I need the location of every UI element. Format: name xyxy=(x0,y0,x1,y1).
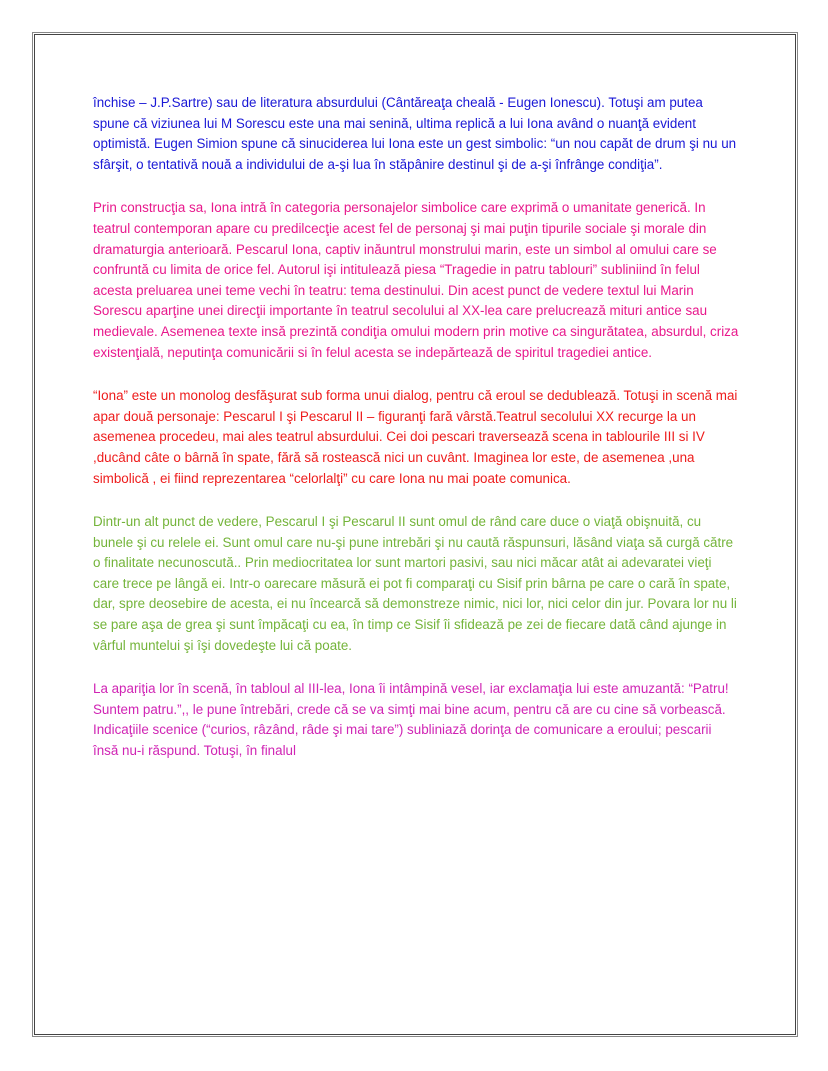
paragraph-monologue: “Iona” este un monolog desfăşurat sub forma unui dialog, pentru că eroul se dedublează. Totuşi in scenă mai apar două personaje: Pescarul I şi Pescarul II – figuranţi fară vârstă.Teatrul secolului XX recurge la un asemenea procedeu, mai ales teatrul absurdului. Cei doi pescari traversează scena in tablourile III si IV ,ducând câte o bârnă în spate, fără să rostească nici un cuvânt. Imaginea lor este, de asemenea ,una simbolică , ei fiind reprezentarea “celorlalţi” cu care Iona nu mai poate comunica. xyxy=(93,388,738,486)
document-body xyxy=(93,93,739,785)
paragraph-symbolic-character: Prin construcţia sa, Iona intră în categoria personajelor simbolice care exprimă o umanitate generică. In teatrul contemporan apare cu predilcecţie acest fel de personaj şi mai puţin tipurile sociale şi morale din dramaturgia anterioară. Pescarul Iona, captiv inăuntrul monstrului marin, este un simbol al omului care se confruntă cu limita de orice fel. Autorul işi intitulează piesa “Tragedie in patru tablouri” subliniind în felul acesta preluarea unei teme vechi în teatru: tema destinului. Din acest punct de vedere textul lui Marin Sorescu aparţine unei direcţii importante în teatrul secolului al XX-lea care prelucrează mituri antice sau medievale. Asemenea texte insă prezintă condiţia omului modern prin motive ca singurătatea, absurdul, criza existenţială, neputinţa comunicării si în felul acesta se indepărtează de spiritul tragediei antice. xyxy=(93,200,739,360)
paragraph-fishermen: Dintr-un alt punct de vedere, Pescarul I şi Pescarul II sunt omul de rând care duce o viaţă obişnuită, cu bunele şi cu relele ei. Sunt omul care nu-şi pune intrebări şi nu caută răspunsuri, lăsând viaţa să curgă către o finalitate necunoscută.. Prin mediocritatea lor sunt martori pasivi, sau nici măcar atât ai adevaratei vieţi care trece pe lângă ei. Intr-o oarecare măsură ei pot fi comparaţi cu Sisif prin bârna pe care o cară în spate, dar, spre deosebire de acesta, ei nu încearcă să demonstreze nimic, nici lor, nici celor din jur. Povara lor nu li se pare aşa de grea şi sunt împăcaţi cu ea, în timp ce Sisif îi sfidează pe zei de fiecare dată când ajunge in vârful muntelui şi îşi dovedeşte lui că poate. xyxy=(93,514,737,653)
paragraph-appearance-scene: La apariţia lor în scenă, în tabloul al III-lea, Iona îi intâmpină vesel, iar exclamaţia lui este amuzantă: “Patru! Suntem patru.”,, le pune întrebări, crede că se va simţi mai bine acum, pentru că are cu cine să vorbească. Indicaţiile scenice (“curios, râzând, râde şi mai tare”) subliniază dorinţa de comunicare a eroului; pescarii însă nu-i răspund. Totuşi, în finalul xyxy=(93,681,729,759)
paragraph-sorescu-vision: închise – J.P.Sartre) sau de literatura absurdului (Cântăreaţa cheală - Eugen Ionescu). Totuşi am putea spune că viziunea lui M Sorescu este una mai senină, ultima replică a lui Iona având o nuanţă evident optimistă. Eugen Simion spune că sinuciderea lui Iona este un gest simbolic: “un nou capăt de drum şi nu un sfârşit, o tentativă nouă a individului de a-şi lua în stăpânire destinul şi de a-şi înfrânge condiţia”. xyxy=(93,95,737,172)
